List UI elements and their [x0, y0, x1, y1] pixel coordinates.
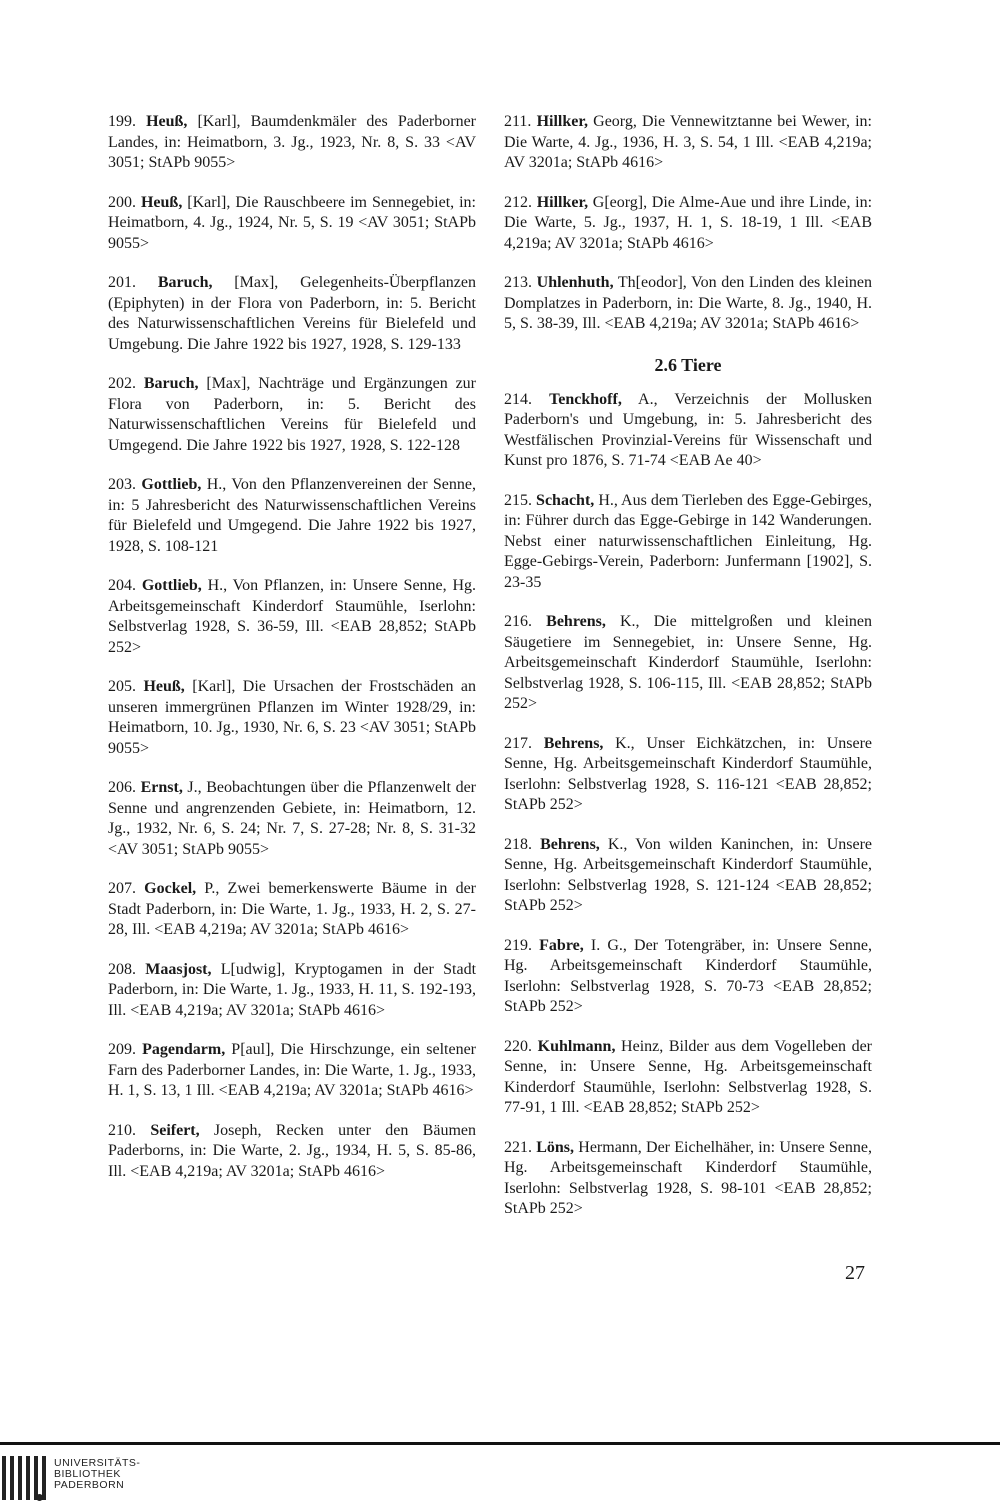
entry-text: [Karl], Die Rauschbeere im Sennegebiet, in: Heimatborn, 4. Jg., 1924, Nr. 5, S. 19 <AV 3051; StAPb 9055>: [108, 193, 476, 252]
entry-author: Schacht,: [536, 491, 595, 509]
bibliography-entry: [504, 390, 872, 472]
entry-text: H., Von Pflanzen, in: Unsere Senne, Hg. Arbeitsgemeinschaft Kinderdorf Staumühle, Iserlohn: Selbstverlag 1928, S. 36-59, Ill. <EAB 28,852; StAPb 252>: [108, 577, 477, 656]
entry-text: K., Die mittelgroßen und kleinen Säugetiere im Sennegebiet, in: Unsere Senne, Hg. Arbeitsgemeinschaft Kinderdorf Staumühle, Iserlohn: Selbstverlag 1928, S. 106-115, Ill. <EAB 28,852; StAPb 252>: [504, 613, 873, 712]
page-number: 27: [845, 1262, 865, 1284]
entry-number: 209.: [108, 1041, 136, 1058]
entry-text: [Max], Gelegenheits-Überpflanzen (Epiphyten) in der Flora von Paderborn, in: 5. Bericht des Naturwissenschaftlichen Vereins für Bielefeld und Umgebung. Die Jahre 1922 bis 1927, 1928, S. 129-133: [108, 274, 476, 353]
entry-author: Gottlieb,: [141, 476, 202, 493]
entry-number: 202.: [108, 375, 136, 392]
entry-author: Hillker,: [536, 193, 589, 211]
entry-number: 199.: [108, 113, 136, 130]
entry-author: Behrens,: [543, 734, 604, 752]
bibliography-entry: [504, 734, 872, 816]
entry-number: 218.: [504, 835, 532, 853]
bibliography-entry: [504, 612, 872, 715]
logo-line-2: BIBLIOTHEK: [54, 1468, 121, 1480]
entry-author: Maasjost,: [145, 960, 212, 978]
bibliography-entry: [504, 1138, 872, 1220]
bibliography-entry: [108, 374, 476, 456]
entry-text: Joseph, Recken unter den Bäumen Paderborns, in: Die Warte, 2. Jg., 1934, H. 5, S. 85-86, Ill. <EAB 4,219a; AV 3201a; StAPb 4616>: [108, 1121, 477, 1180]
entry-author: Löns,: [536, 1138, 575, 1156]
bibliography-entry: [108, 475, 476, 557]
entry-text: P[aul], Die Hirschzunge, ein seltener Farn des Paderborner Landes, in: Die Warte, 1. Jg., 1933, H. 1, S. 13, 1 Ill. <EAB 4,219a; AV 3201a; StAPb 4616>: [108, 1041, 477, 1099]
bibliography-entry: [504, 273, 872, 335]
bibliography-entry: [108, 960, 476, 1022]
entry-text: Th[eodor], Von den Linden des kleinen Domplatzes in Paderborn, in: Die Warte, 8. Jg., 1940, H. 5, S. 38-39, Ill. <EAB 4,219a; AV 3201a; StAPb 4616>: [504, 274, 872, 332]
entry-text: I. G., Der Totengräber, in: Unsere Senne, Hg. Arbeitsgemeinschaft Kinderdorf Staumühle, Iserlohn: Selbstverlag 1928, S. 70-73 <EAB 28,852; StAPb 252>: [504, 936, 872, 1015]
bibliography-entry: [504, 193, 872, 255]
entry-number: 204.: [108, 577, 136, 594]
entry-text: [Karl], Die Ursachen der Frostschäden an unseren immergrünen Pflanzen im Winter 1928/29, in: Heimatborn, 10. Jg., 1930, Nr. 6, S. 23 <AV 3051; StAPb 9055>: [108, 678, 477, 757]
entry-text: K., Von wilden Kaninchen, in: Unsere Senne, Hg. Arbeitsgemeinschaft Kinderdorf Staumühle, Iserlohn: Selbstverlag 1928, S. 121-124 <EAB 28,852; StAPb 252>: [504, 835, 873, 914]
logo-line-1: UNIVERSITÄTS-: [54, 1457, 141, 1469]
left-column: [108, 112, 476, 1201]
entry-text: Heinz, Bilder aus dem Vogelleben der Senne, in: Unsere Senne, Hg. Arbeitsgemeinschaft Kinderdorf Staumühle, Iserlohn: Selbstverlag 1928, S. 77-91, 1 Ill. <EAB 28,852; StAPb 252>: [504, 1037, 873, 1116]
entry-number: 207.: [108, 880, 136, 897]
entry-text: K., Unser Eichkätzchen, in: Unsere Senne, Hg. Arbeitsgemeinschaft Kinderdorf Staumühle, Iserlohn: Selbstverlag 1928, S. 116-121 <EAB 28,852; StAPb 252>: [504, 734, 873, 813]
entry-author: Heuß,: [140, 193, 183, 211]
entry-number: 213.: [504, 274, 532, 291]
bibliography-entry: [504, 1037, 872, 1119]
entry-text: H., Von den Pflanzenvereinen der Senne, in: 5 Jahresbericht des Naturwissenschaftlichen Vereins für Bielefeld und Umgegend. Die Jahre 1922 bis 1927, 1928, S. 108-121: [108, 476, 477, 555]
entry-author: Uhlenhuth,: [536, 274, 614, 291]
entry-author: Pagendarm,: [142, 1041, 226, 1058]
entry-number: 214.: [504, 390, 532, 408]
bibliography-entry: [504, 936, 872, 1018]
bibliography-entry: [108, 1121, 476, 1183]
logo-dot-icon: [36, 1494, 43, 1501]
entry-text: L[udwig], Kryptogamen in der Stadt Paderborn, in: Die Warte, 1. Jg., 1933, H. 11, S. 192-193, Ill. <EAB 4,219a; AV 3201a; StAPb 4616>: [108, 960, 477, 1019]
entry-author: Gottlieb,: [141, 577, 202, 594]
entry-number: 212.: [504, 193, 532, 211]
entry-text: J., Beobachtungen über die Pflanzenwelt der Senne und angrenzenden Gebiete, in: Heimatborn, 12. Jg., 1932, Nr. 6, S. 24; Nr. 7, S. 27-28; Nr. 8, S. 31-32 <AV 3051; StAPb 9055>: [108, 779, 477, 858]
entry-author: Behrens,: [546, 613, 606, 630]
logo-line-3: PADERBORN: [54, 1479, 125, 1491]
entry-author: Kuhlmann,: [537, 1037, 616, 1055]
bibliography-entry: [108, 1040, 476, 1102]
entry-author: Heuß,: [146, 113, 188, 130]
entry-number: 205.: [108, 678, 136, 695]
entry-number: 203.: [108, 476, 136, 493]
bibliography-entry: [504, 491, 872, 594]
entry-author: Fabre,: [539, 936, 584, 954]
footer-divider: [0, 1442, 1000, 1445]
entry-number: 221.: [504, 1138, 532, 1156]
bibliography-entry: [108, 273, 476, 355]
bibliography-entry: [108, 112, 476, 174]
right-column: [504, 112, 872, 1239]
entry-author: Baruch,: [157, 274, 213, 291]
entry-number: 210.: [108, 1121, 136, 1139]
entry-number: 206.: [108, 779, 136, 796]
entry-number: 215.: [504, 491, 532, 509]
entry-number: 211.: [504, 113, 532, 130]
entry-number: 220.: [504, 1037, 532, 1055]
entry-number: 208.: [108, 960, 136, 978]
entry-author: Gockel,: [144, 880, 197, 897]
entry-number: 217.: [504, 734, 532, 752]
entry-text: [Max], Nachträge und Ergänzungen zur Flora von Paderborn, in: 5. Bericht des Naturwissenschaftlichen Vereins für Bielefeld und Umgegend. Die Jahre 1922 bis 1927, 1928, S. 122-128: [108, 375, 476, 454]
entry-author: Ernst,: [140, 779, 183, 796]
entry-author: Heuß,: [143, 678, 185, 695]
library-logo-text: [54, 1458, 140, 1491]
entry-author: Hillker,: [536, 113, 588, 130]
entry-number: 200.: [108, 193, 136, 211]
bibliography-entry: [504, 835, 872, 917]
entry-author: Baruch,: [143, 375, 199, 392]
entry-number: 216.: [504, 613, 532, 630]
entry-text: G[eorg], Die Alme-Aue und ihre Linde, in: Die Warte, 5. Jg., 1937, H. 1, S. 18-19, 1 Ill. <EAB 4,219a; AV 3201a; StAPb 4616>: [504, 193, 873, 252]
section-title: 2.6 Tiere: [654, 354, 722, 375]
bibliography-entry: [504, 112, 872, 174]
entry-author: Seifert,: [150, 1121, 200, 1139]
entry-text: P., Zwei bemerkenswerte Bäume in der Stadt Paderborn, in: Die Warte, 1. Jg., 1933, H. 2, S. 27-28, Ill. <EAB 4,219a; AV 3201a; StAPb 4616>: [108, 880, 477, 938]
bibliography-entry: [108, 576, 476, 658]
entry-author: Behrens,: [540, 835, 600, 853]
entry-text: A., Verzeichnis der Mollusken Paderborn's und Umgebung, in: 5. Jahresbericht des Westfälischen Provinzial-Vereins für Wissenschaft und Kunst pro 1876, S. 71-74 <EAB Ae 40>: [504, 390, 873, 469]
entry-text: Hermann, Der Eichelhäher, in: Unsere Senne, Hg. Arbeitsgemeinschaft Kinderdorf Staumühle, Iserlohn: Selbstverlag 1928, S. 98-101 <EAB 28,852; StAPb 252>: [504, 1138, 873, 1217]
entry-text: H., Aus dem Tierleben des Egge-Gebirges, in: Führer durch das Egge-Gebirge in 142 Wanderungen. Nebst einer naturwissenschaftlichen Einleitung, Hg. Egge-Gebirgs-Verein, Paderborn: Junfermann [1902], S. 23-35: [504, 491, 872, 591]
bibliography-entry: [108, 879, 476, 941]
entry-text: [Karl], Baumdenkmäler des Paderborner Landes, in: Heimatborn, 3. Jg., 1923, Nr. 8, S. 33 <AV 3051; StAPb 9055>: [108, 113, 476, 171]
entry-number: 219.: [504, 936, 532, 954]
library-logo: [0, 1452, 150, 1504]
entry-text: Georg, Die Vennewitztanne bei Wewer, in: Die Warte, 4. Jg., 1936, H. 3, S. 54, 1 Ill. <EAB 4,219a; AV 3201a; StAPb 4616>: [504, 113, 872, 171]
entry-number: 201.: [108, 274, 136, 291]
entry-author: Tenckhoff,: [549, 390, 622, 408]
bibliography-entry: [108, 193, 476, 255]
bibliography-entry: [108, 677, 476, 759]
bibliography-entry: [108, 778, 476, 860]
